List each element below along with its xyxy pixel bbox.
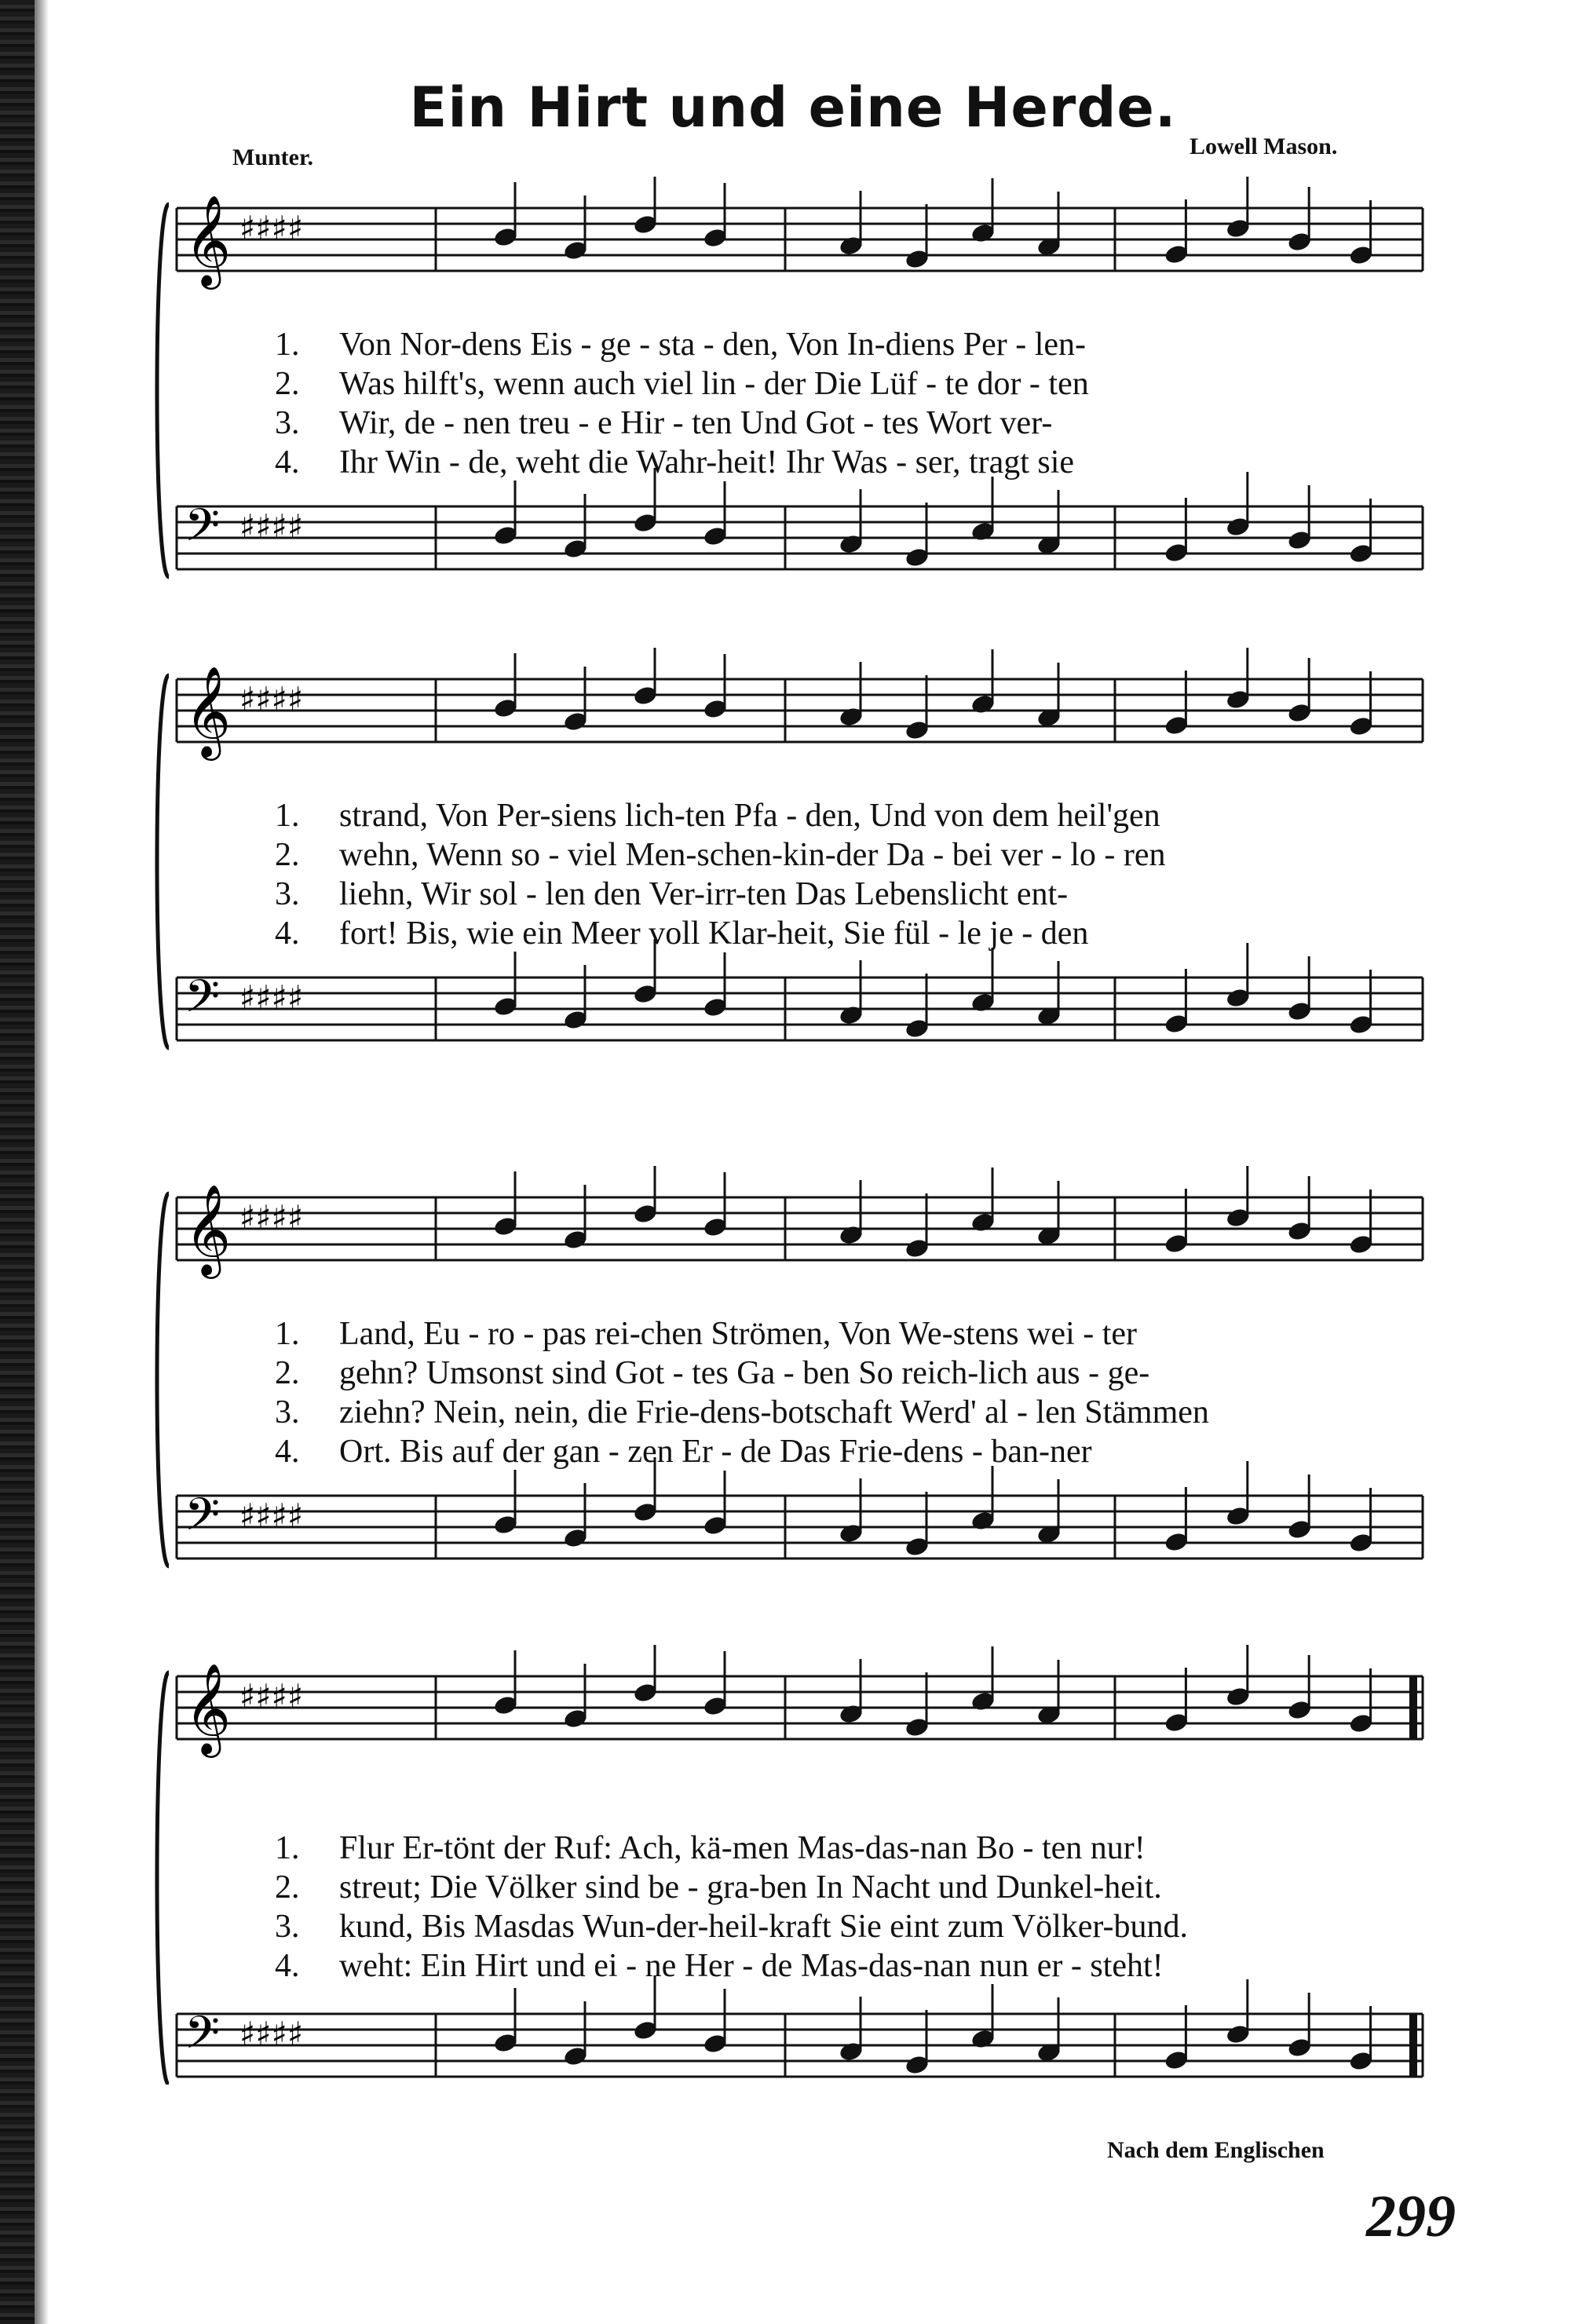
verse-number: 4.	[275, 1948, 300, 1984]
verse-line-2	[275, 1869, 1437, 1906]
lyric-text: Wir, de - nen treu - e Hir - ten Und Got - tes Wort ver-	[339, 405, 1053, 441]
music-system-4	[0, 1645, 1586, 2163]
system-brace	[157, 1672, 169, 2085]
lyric-text: Ort. Bis auf der gan - zen Er - de Das Frie-dens - ban-ner	[339, 1434, 1092, 1470]
verse-line-4	[275, 444, 1437, 481]
bass-clef-icon: 𝄢	[185, 2006, 221, 2070]
verse-line-4	[275, 915, 1437, 952]
key-signature-sharps: ♯♯♯♯	[239, 507, 304, 546]
verse-line-3	[275, 1908, 1437, 1946]
verse-number: 2.	[275, 837, 300, 873]
translation-note: Nach dem Englischen	[1107, 2137, 1325, 2163]
treble-clef-icon: 𝄞	[185, 194, 232, 286]
verse-line-1	[275, 797, 1437, 835]
verse-line-4	[275, 1947, 1437, 1985]
composer-credit: Lowell Mason.	[1190, 133, 1338, 159]
lyric-text: Land, Eu - ro - pas rei-chen Strömen, Von We-stens wei - ter	[339, 1316, 1138, 1352]
verse-line-4	[275, 1433, 1437, 1471]
key-signature-sharps: ♯♯♯♯	[239, 680, 304, 718]
treble-clef-icon: 𝄞	[185, 1183, 232, 1275]
verse-line-1	[275, 1315, 1437, 1353]
lyric-text: streut; Die Völker sind be - gra-ben In Nacht und Dunkel-heit.	[339, 1869, 1162, 1906]
system-brace	[157, 1193, 169, 1566]
music-system-3	[0, 1166, 1586, 1684]
key-signature-sharps: ♯♯♯♯	[239, 1198, 304, 1237]
verse-line-1	[275, 1829, 1437, 1867]
key-signature-sharps: ♯♯♯♯	[239, 978, 304, 1017]
verse-line-1	[275, 326, 1437, 364]
bass-clef-icon: 𝄢	[185, 970, 221, 1034]
lyric-text: weht: Ein Hirt und ei - ne Her - de Mas-das-nan nun er - steht!	[339, 1948, 1164, 1984]
bass-clef-icon: 𝄢	[185, 499, 221, 563]
hymn-title: Ein Hirt und eine Herde.	[409, 75, 1177, 140]
lyric-text: wehn, Wenn so - viel Men-schen-kin-der Da - bei ver - lo - ren	[339, 837, 1166, 873]
lyric-text: Flur Er-tönt der Ruf: Ach, kä-men Mas-das-nan Bo - ten nur!	[339, 1830, 1146, 1866]
verse-line-3	[275, 404, 1437, 442]
music-system-1	[0, 177, 1586, 695]
key-signature-sharps: ♯♯♯♯	[239, 209, 304, 247]
key-signature-sharps: ♯♯♯♯	[239, 2015, 304, 2053]
lyric-text: kund, Bis Masdas Wun-der-heil-kraft Sie eint zum Völker-bund.	[339, 1909, 1189, 1945]
bass-clef-icon: 𝄢	[185, 1488, 221, 1552]
verse-number: 4.	[275, 444, 300, 481]
verse-number: 3.	[275, 405, 300, 441]
verse-number: 4.	[275, 915, 300, 952]
lyric-text: Ihr Win - de, weht die Wahr-heit! Ihr Was - ser, tragt sie	[339, 444, 1075, 481]
system-brace	[157, 204, 169, 577]
lyric-text: gehn? Umsonst sind Got - tes Ga - ben So reich-lich aus - ge-	[339, 1355, 1150, 1391]
lyric-text: ziehn? Nein, nein, die Frie-dens-botschaft Werd' al - len Stämmen	[339, 1394, 1209, 1431]
verse-line-3	[275, 875, 1437, 913]
lyric-text: fort! Bis, wie ein Meer voll Klar-heit, Sie fül - le je - den	[339, 915, 1089, 952]
page-number: 299	[1366, 2183, 1456, 2249]
lyric-text: Was hilft's, wenn auch viel lin - der Die Lüf - te dor - ten	[339, 366, 1089, 402]
key-signature-sharps: ♯♯♯♯	[239, 1677, 304, 1716]
verse-number: 2.	[275, 1355, 300, 1391]
verse-number: 1.	[275, 327, 300, 363]
lyric-text: strand, Von Per-siens lich-ten Pfa - den, Und von dem heil'gen	[339, 798, 1160, 834]
verse-number: 2.	[275, 1869, 300, 1906]
verse-line-3	[275, 1394, 1437, 1431]
verse-line-2	[275, 1354, 1437, 1392]
verse-number: 2.	[275, 366, 300, 402]
verse-line-2	[275, 836, 1437, 874]
treble-clef-icon: 𝄞	[185, 1662, 232, 1754]
verse-number: 3.	[275, 1394, 300, 1431]
music-system-2	[0, 648, 1586, 1166]
verse-number: 3.	[275, 876, 300, 912]
verse-number: 1.	[275, 798, 300, 834]
verse-number: 1.	[275, 1830, 300, 1866]
verse-number: 3.	[275, 1909, 300, 1945]
treble-clef-icon: 𝄞	[185, 665, 232, 757]
verse-number: 4.	[275, 1434, 300, 1470]
tempo-marking: Munter.	[232, 144, 314, 170]
lyric-text: liehn, Wir sol - len den Ver-irr-ten Das Lebenslicht ent-	[339, 876, 1069, 912]
key-signature-sharps: ♯♯♯♯	[239, 1496, 304, 1535]
verse-line-2	[275, 365, 1437, 403]
system-brace	[157, 675, 169, 1048]
lyric-text: Von Nor-dens Eis - ge - sta - den, Von In-diens Per - len-	[339, 327, 1086, 363]
verse-number: 1.	[275, 1316, 300, 1352]
